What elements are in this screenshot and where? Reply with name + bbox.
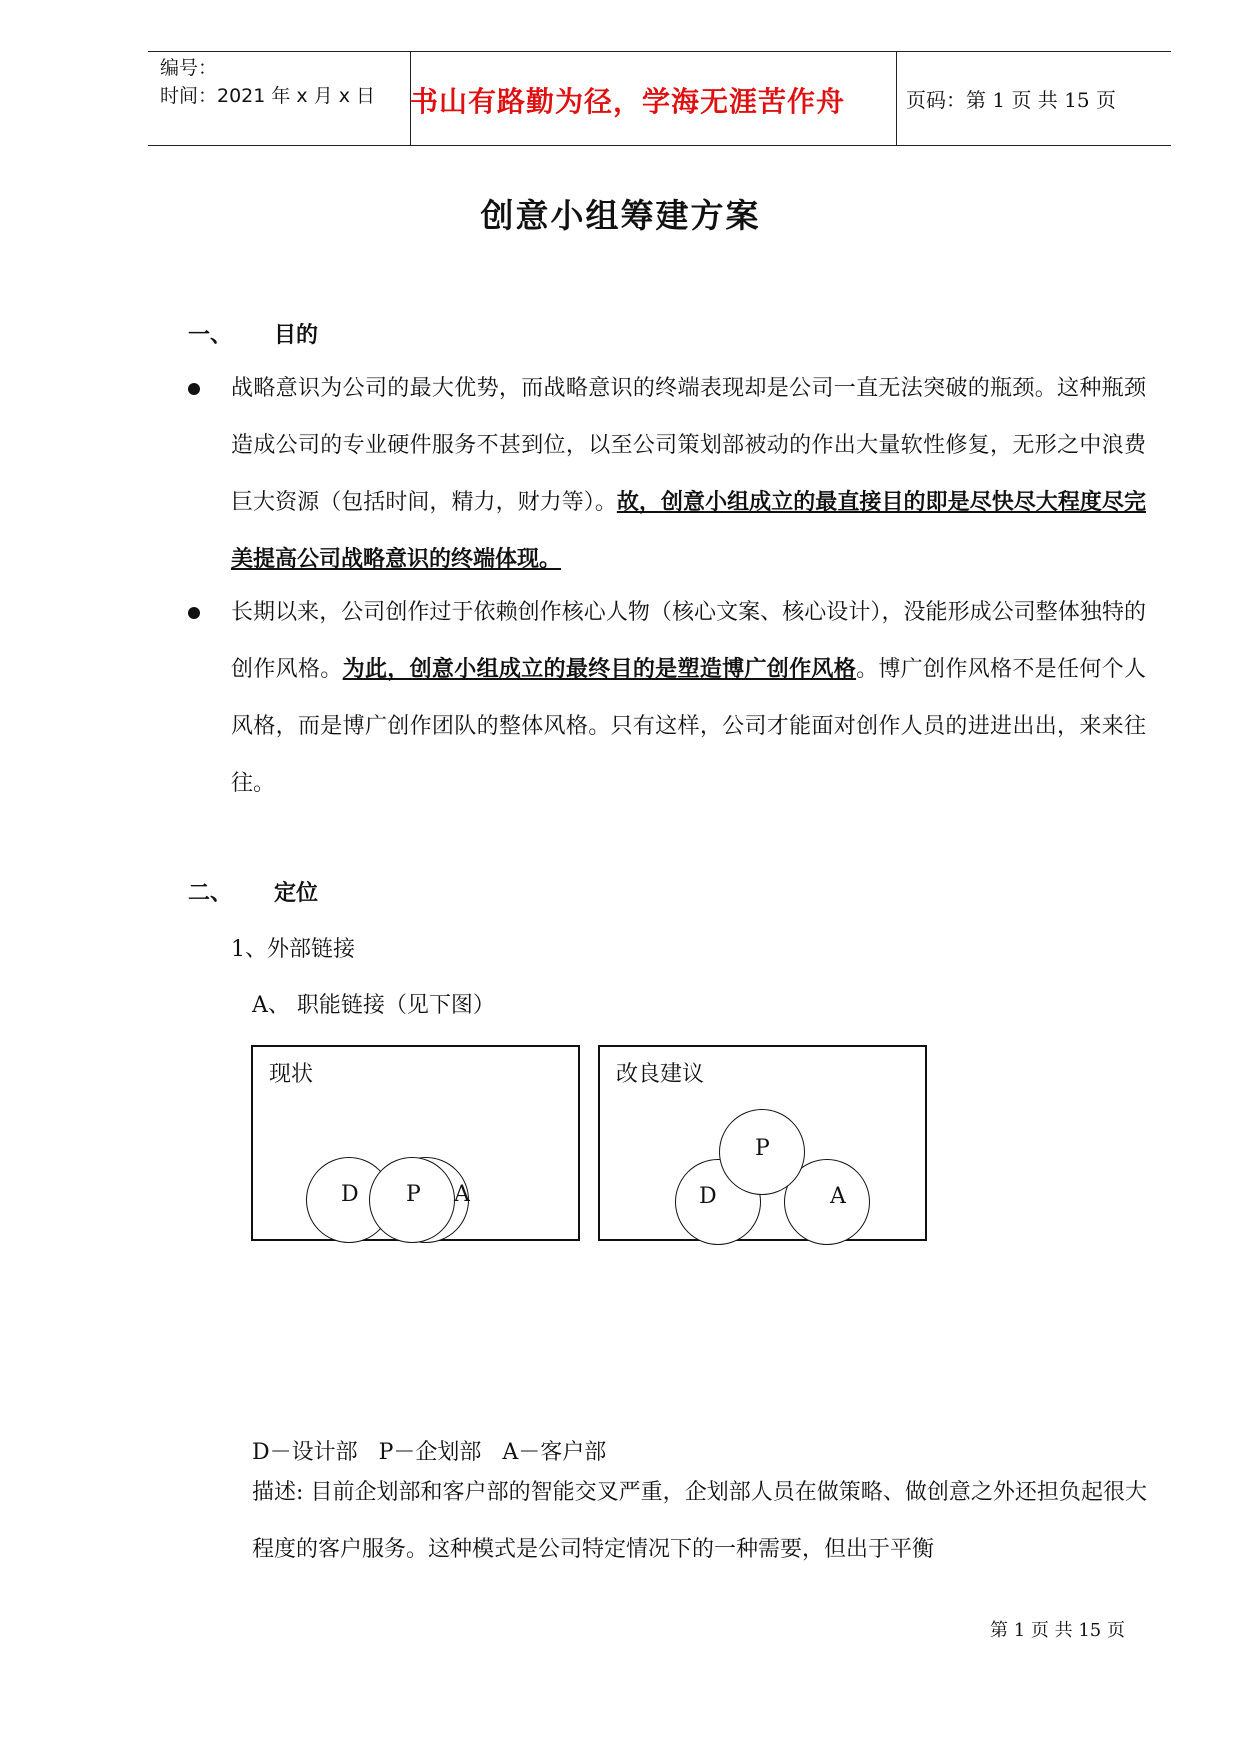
- diagram-proposal-box: [598, 1045, 927, 1241]
- diagram-proposal-label: 改良建议: [616, 1062, 705, 1087]
- header-divider-2: [896, 52, 897, 146]
- header-time-label: 时间：2021 年 x 月 x 日: [160, 85, 376, 107]
- circle-p-label: P: [406, 1182, 421, 1207]
- header-meta: [160, 54, 375, 110]
- paragraph-2-text: 长期以来，公司创作过于依赖创作核心人物（核心文案、核心设计），没能形成公司整体独特的创作风格。: [231, 600, 1146, 682]
- header-bottom-rule: [148, 145, 1171, 146]
- circle-p-label: P: [755, 1136, 770, 1161]
- bullet-icon: [188, 607, 200, 619]
- circle-a-label: A: [454, 1182, 470, 1207]
- description-paragraph: 描述: 目前企划部和客户部的智能交叉严重，企划部人员在做策略、做创意之外还担负起很大程度的客户服务。这种模式是公司特定情况下的一种需要，但出于平衡: [252, 1480, 1147, 1562]
- section-1-number: 一、: [188, 323, 233, 348]
- subsection-1-heading: 1、外部链接: [231, 937, 355, 962]
- paragraph-2-rest: 。博广创作风格不是任何个人风格，而是博广创作团队的整体风格。只有这样，公司才能面对创作人员的进进出出，来来往往。: [231, 657, 1146, 796]
- header-motto: 书山有路勤为径，学海无涯苦作舟: [410, 85, 846, 118]
- circle-d-label: D: [699, 1184, 717, 1209]
- paragraph-2-emphasis: 为此，创意小组成立的最终目的是塑造博广创作风格: [342, 657, 857, 682]
- paragraph-1-text: 战略意识为公司的最大优势，而战略意识的终端表现却是公司一直无法突破的瓶颈。这种瓶颈造成公司的专业硬件服务不甚到位，以至公司策划部被动的作出大量软性修复，无形之中浪费巨大资源（包括时间，精力，财力等）。: [231, 376, 1146, 515]
- page-footer: 第 1 页 共 15 页: [990, 1620, 1125, 1641]
- circle-a-label: A: [830, 1184, 846, 1209]
- section-2-number: 二、: [188, 881, 233, 906]
- header-number-label: 编号：: [160, 57, 218, 79]
- diagram-legend: D－设计部 P－企划部 A－客户部: [252, 1440, 607, 1465]
- header-page-info: 页码：第 1 页 共 15 页: [906, 88, 1116, 112]
- circle-d-label: D: [341, 1182, 359, 1207]
- diagram-current-label: 现状: [269, 1062, 314, 1087]
- paragraph-1-emphasis: 故，创意小组成立的最直接目的即是尽快尽大程度尽完美提高公司战略意识的终端体现。: [231, 490, 1146, 572]
- section-2-heading: [188, 876, 318, 907]
- document-title: 创意小组筹建方案: [480, 196, 761, 235]
- section-2-title: 定位: [274, 881, 319, 906]
- paragraph-1: [231, 360, 1146, 588]
- subsection-a-heading: A、 职能链接（见下图）: [252, 993, 495, 1018]
- bullet-icon: [188, 383, 200, 395]
- section-1-heading: [188, 318, 318, 349]
- paragraph-2: [231, 584, 1146, 812]
- diagram-current-box: [251, 1045, 580, 1241]
- section-1-title: 目的: [274, 323, 319, 348]
- header-top-rule: [148, 51, 1171, 52]
